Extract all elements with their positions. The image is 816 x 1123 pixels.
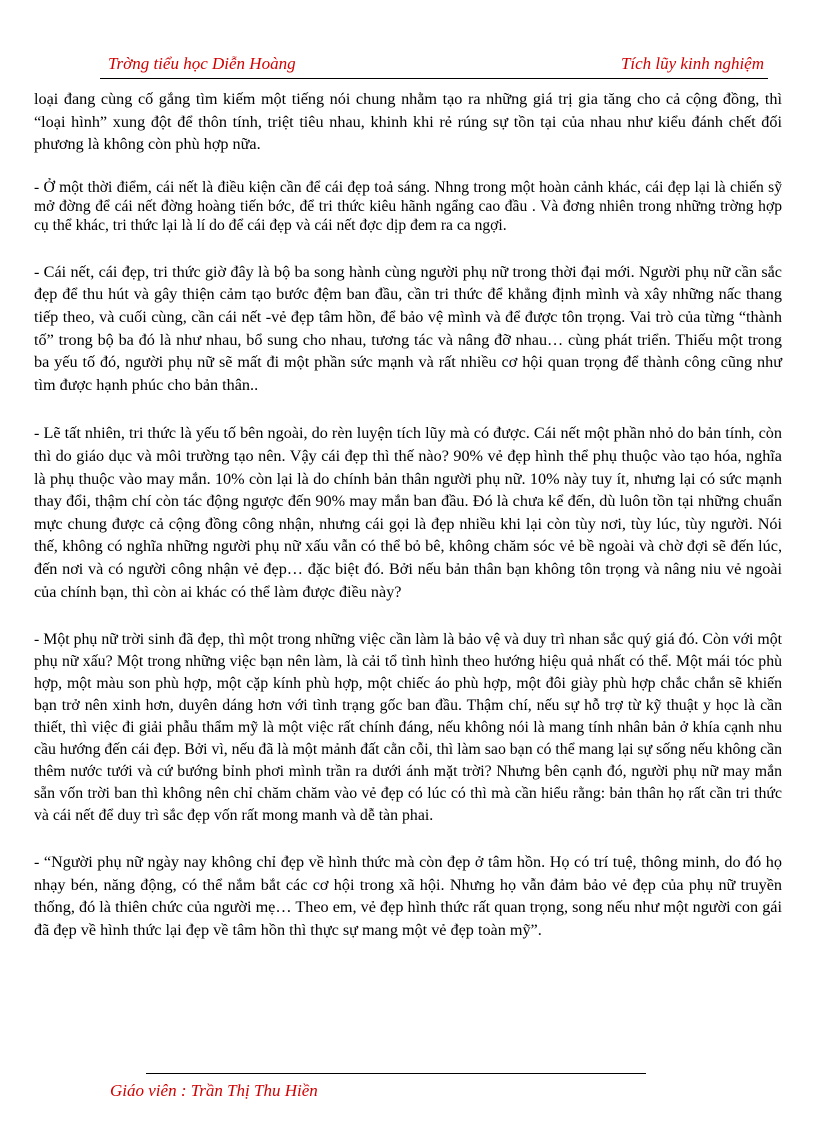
- paragraph-6: - “Người phụ nữ ngày nay không chỉ đẹp về hình thức mà còn đẹp ở tâm hồn. Họ có trí tuệ, thông minh, do đó họ nhạy bén, năng động, có thể nắm bắt các cơ hội trong xã hội. Nhưng họ vẫn đảm bảo vẻ đẹp của phụ nữ truyền thống, đó là thiên chức của người mẹ… Theo em, vẻ đẹp hình thức rất quan trọng, song nếu như một người con gái đã đẹp về hình thức lại đẹp về tâm hồn thì thực sự mang một vẻ đẹp toàn mỹ”.: [34, 853, 782, 939]
- school-name: Trờng tiểu học Diễn Hoàng: [108, 54, 296, 73]
- document-topic: Tích lũy kinh nghiệm: [620, 54, 764, 73]
- paragraph-1: loại đang cùng cố gắng tìm kiếm một tiếng nói chung nhằm tạo ra những giá trị gia tăng cho cả cộng đồng, thì “loại hình” xung đột để thôn tính, triệt tiêu nhau, khinh khi rẻ rúng sự tồn tại của nhau như kiểu đánh chết đối phương là không còn phù hợp nữa.: [34, 90, 782, 154]
- page-header: [100, 52, 768, 79]
- teacher-name: Giáo viên : Trần Thị Thu Hiền: [110, 1081, 318, 1100]
- paragraph-3: - Cái nết, cái đẹp, tri thức giờ đây là bộ ba song hành cùng người phụ nữ trong thời đại mới. Người phụ nữ cần sắc đẹp để thu hút và gây thiện cảm tạo bước đệm ban đầu, cần tri thức để khẳng định mình và xây những nấc thang tiếp theo, và cuối cùng, cần cái nết -vẻ đẹp tâm hồn, để bảo vệ mình và để được tôn trọng. Vai trò của từng “thành tố” trong bộ ba đó là như nhau, bổ sung cho nhau, tương tác và nâng đỡ nhau… cùng phát triển. Thiếu một trong ba yếu tố đó, người phụ nữ sẽ mất đi một phần sức mạnh và rất nhiều cơ hội quan trọng để thành công cũng như tìm được hạnh phúc cho bản thân..: [34, 262, 782, 394]
- document-body: [34, 88, 782, 941]
- paragraph-5: - Một phụ nữ trời sinh đã đẹp, thì một trong những việc cần làm là bảo vệ và duy trì nhan sắc quý giá đó. Còn với một phụ nữ xấu? Một trong những việc bạn nên làm, là cải tổ tình hình theo hướng hiệu quả nhất có thể. Một mái tóc phù hợp, một màu son phù hợp, một cặp kính phù hợp, một chiếc áo phù hợp, một đôi giày phù hợp chắc chắn sẽ khiến bạn trở nên xinh hơn, duyên dáng hơn với tình trạng gốc ban đầu. Thậm chí, nếu sự hỗ trợ từ kỹ thuật y học là cần thiết, thì việc đi giải phẫu thẩm mỹ là một việc rất chính đáng, nếu không nói là mang tính nhân bản ở khía cạnh nhu cầu hướng đến cái đẹp. Bởi vì, nếu đã là một mảnh đất cằn cỗi, thì làm sao bạn có thể mang lại sự sống nếu không cần thêm nước tưới và cứ bướng bỉnh phơi mình trần ra dưới ánh mặt trời? Nhưng bên cạnh đó, người phụ nữ may mắn sẵn vốn trời ban thì không nên chỉ chăm chăm vào vẻ đẹp có lúc có thì mà cần hiểu rằng: bản thân họ rất cần tri thức và cái nết để duy trì sắc đẹp vốn rất mong manh và dễ tàn phai.: [34, 631, 783, 825]
- paragraph-4: - Lẽ tất nhiên, tri thức là yếu tố bên ngoài, do rèn luyện tích lũy mà có được. Cái nết một phần nhỏ do bản tính, còn thì do giáo dục và môi trường tạo nên. Vậy cái đẹp thì thế nào? 90% vẻ đẹp hình thể phụ thuộc vào tạo hóa, nghĩa là phụ thuộc vào may mắn. 10% còn lại là do chính bản thân người phụ nữ. 10% này tuy ít, nhưng lại có sức mạnh thay đổi, thậm chí còn tác động ngược đến 90% may mắn ban đầu. Đó là chưa kể đến, dù luôn tồn tại những chuẩn mực chung được cả cộng đồng công nhận, nhưng cái gọi là đẹp nhiều khi lại còn tùy nơi, tùy lúc, tùy người. Nói thế, không có nghĩa những người phụ nữ xấu vẫn có thể bỏ bê, không chăm sóc vẻ bề ngoài và chờ đợi sẽ đến lúc, đến nơi và có người công nhận vẻ đẹp… đặc biệt đó. Bởi nếu bản thân bạn không tôn trọng và nâng niu vẻ ngoài của chính bạn, thì còn ai khác có thể làm được điều này?: [34, 424, 782, 601]
- paragraph-2: - Ở một thời điểm, cái nết là điều kiện cần để cái đẹp toả sáng. Nhng trong một hoàn cảnh khác, cái đẹp lại là chiến sỹ mở đờng để cái nết đờng hoàng tiến bớc, để tri thức kiêu hãnh ngẩng cao đầu . Và đơng nhiên trong những trờng hợp cụ thể khác, tri thức lại là lí do để cái đẹp và cái nết đợc dịp đem ra ca ngợi.: [34, 178, 782, 234]
- footer-divider: [146, 1073, 646, 1074]
